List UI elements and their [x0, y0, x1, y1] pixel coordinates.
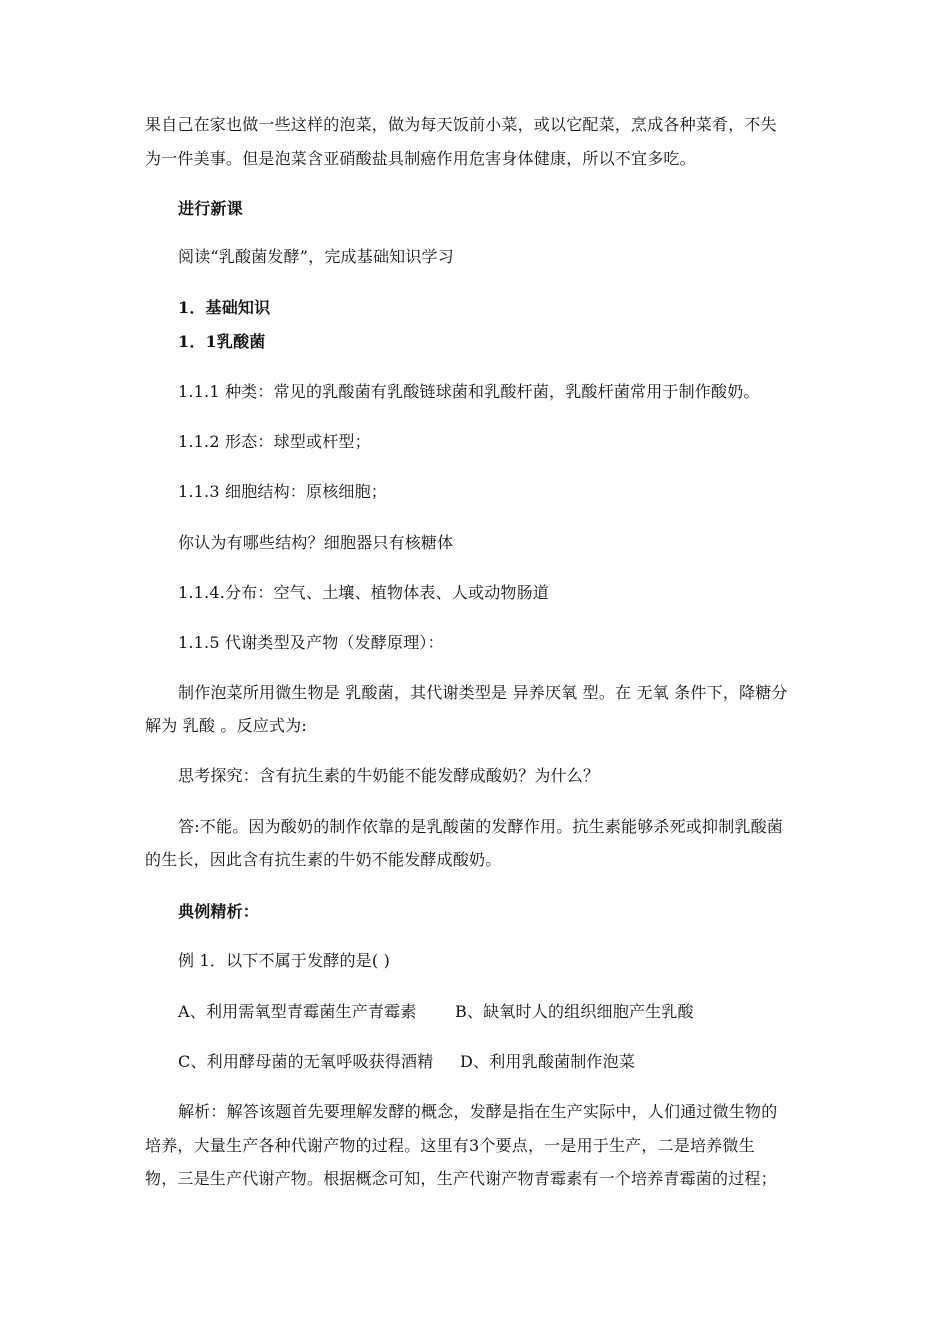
analysis-line-1: 解析：解答该题首先要理解发酵的概念，发酵是指在生产实际中，人们通过微生物的: [178, 1102, 778, 1121]
option-a: A、利用需氧型青霉菌生产青霉素: [178, 1002, 417, 1021]
intro-line-2: 为一件美事。但是泡菜含亚硝酸盐具制癌作用危害身体健康，所以不宜多吃。: [145, 149, 696, 168]
example-1-stem: 例 1．以下不属于发酵的是( ): [178, 951, 391, 970]
analysis-line-3: 物，三是生产代谢产物。根据概念可知，生产代谢产物青霉素有一个培养青霉菌的过程；: [145, 1169, 777, 1188]
heading-examples: 典例精析：: [178, 902, 260, 921]
reading-prompt: 阅读“乳酸菌发酵”，完成基础知识学习: [178, 247, 454, 266]
option-c: C、利用酵母菌的无氧呼吸获得酒精: [178, 1052, 434, 1071]
heading-basic-knowledge: 1．基础知识: [178, 298, 271, 317]
item-1-1-3: 1.1.3 细胞结构：原核细胞；: [178, 482, 387, 501]
intro-line-1: 果自己在家也做一些这样的泡菜，做为每天饭前小菜，或以它配菜，烹成各种菜肴，不失: [145, 115, 777, 134]
item-1-1-4: 1.1.4.分布：空气、土壤、植物体表、人或动物肠道: [178, 583, 549, 602]
heading-lactic-acid-bacteria: 1．1乳酸菌: [178, 332, 266, 351]
fill-blank-line-2: 解为 乳酸 。反应式为:: [145, 716, 307, 735]
fill-blank-line-1: 制作泡菜所用微生物是 乳酸菌，其代谢类型是 异养厌氧 型。在 无氧 条件下，降糖分: [178, 683, 788, 702]
option-d: D、利用乳酸菌制作泡菜: [460, 1052, 636, 1071]
item-1-1-2: 1.1.2 形态：球型或杆型；: [178, 432, 371, 451]
answer-line-2: 的生长，因此含有抗生素的牛奶不能发酵成酸奶。: [145, 850, 502, 869]
question-structure: 你认为有哪些结构？细胞器只有核糖体: [178, 533, 454, 552]
heading-new-lesson: 进行新课: [178, 199, 243, 218]
item-1-1-5: 1.1.5 代谢类型及产物（发酵原理）：: [178, 633, 444, 652]
think-question: 思考探究：含有抗生素的牛奶能不能发酵成酸奶？为什么？: [178, 766, 600, 785]
option-b: B、缺氧时人的组织细胞产生乳酸: [455, 1002, 694, 1021]
analysis-line-2: 培养，大量生产各种代谢产物的过程。这里有3个要点，一是用于生产，二是培养微生: [145, 1136, 755, 1155]
item-1-1-1: 1.1.1 种类：常见的乳酸菌有乳酸链球菌和乳酸杆菌，乳酸杆菌常用于制作酸奶。: [178, 382, 760, 401]
answer-line-1: 答:不能。因为酸奶的制作依靠的是乳酸菌的发酵作用。抗生素能够杀死或抑制乳酸菌: [178, 817, 783, 836]
